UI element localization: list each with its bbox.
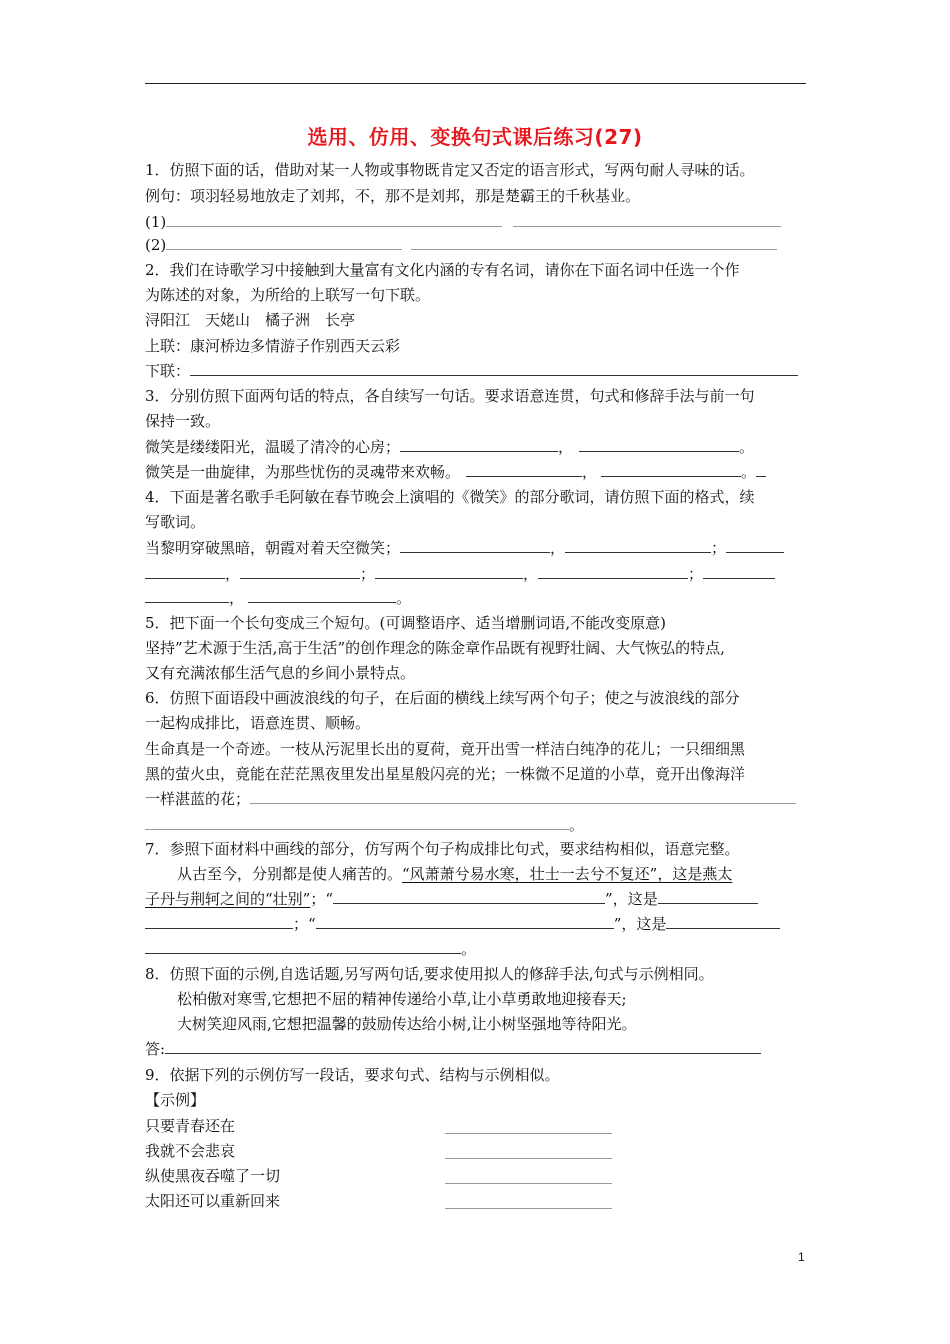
- q1-answer-2-label: (2): [145, 236, 167, 254]
- answer-blank[interactable]: [579, 435, 739, 452]
- answer-blank[interactable]: [165, 1037, 761, 1054]
- q6-answer-line: [145, 813, 807, 837]
- answer-blank[interactable]: [190, 359, 798, 376]
- answer-blank[interactable]: [145, 562, 225, 579]
- q8-prompt: 8．仿照下面的示例,自选话题,另写两句话,要求使用拟人的修辞手法,句式与示例相同。: [145, 965, 714, 983]
- comma: ，: [582, 463, 598, 481]
- q4-lyric-line-3: [145, 586, 807, 610]
- q8-example-1: 松柏傲对寒雪,它想把不屈的精神传递给小草,让小草勇敢地迎接春天;: [177, 990, 627, 1008]
- semicolon: ；: [360, 565, 376, 583]
- q4-lyric-line-2: [145, 562, 807, 586]
- q2-lower-couplet: [145, 359, 807, 383]
- q7-underlined-example-2: 子丹与荆轲之间的“壮别”: [145, 890, 311, 908]
- answer-blank[interactable]: [145, 813, 569, 830]
- comma: ，: [558, 438, 574, 456]
- q6-body-3: [145, 787, 807, 811]
- q1-prompt: 1．仿照下面的话，借助对某一人物或事物既肯定又否定的语言形式，写两句耐人寻味的话。: [145, 161, 755, 179]
- q3-sentence-2: [145, 460, 807, 484]
- answer-blank[interactable]: [145, 937, 461, 954]
- answer-blank[interactable]: [333, 887, 605, 904]
- q2-prompt-1: 2．我们在诗歌学习中接触到大量富有文化内涵的专有名词，请你在下面名词中任选一个作: [145, 261, 740, 279]
- close-quote-this-is: ”，这是: [613, 915, 667, 933]
- answer-blank[interactable]: [248, 586, 396, 603]
- semicolon: ；: [711, 539, 727, 557]
- q9-prompt: 9．依据下列的示例仿写一段话，要求句式、结构与示例相似。: [145, 1066, 560, 1084]
- q7-body-3: [145, 912, 807, 936]
- page-title: 选用、仿用、变换句式课后练习(27): [307, 125, 643, 149]
- semicolon: ；: [293, 915, 309, 933]
- q6-body-1: 生命真是一个奇迹。一枝从污泥里长出的夏荷，竟开出雪一样洁白纯净的花儿；一只细细黑: [145, 740, 746, 758]
- answer-blank[interactable]: [756, 460, 766, 477]
- q7-body-2: [145, 887, 807, 911]
- answer-blank[interactable]: [565, 536, 711, 553]
- q9-example-line: 我就不会悲哀: [145, 1142, 236, 1160]
- header-rule: [145, 83, 806, 84]
- q9-example-line: 只要青春还在: [145, 1117, 236, 1135]
- q5-body-2: 又有充满浓郁生活气息的乡间小景特点。: [145, 664, 416, 682]
- answer-blank[interactable]: [316, 912, 614, 929]
- q3-sentence-1: [145, 435, 807, 459]
- open-quote: “: [325, 890, 334, 908]
- answer-blank[interactable]: [466, 460, 582, 477]
- comma: ，: [550, 539, 566, 557]
- q3-sentence-1-text: 微笑是缕缕阳光，温暖了清冷的心房；: [145, 438, 401, 456]
- q4-prompt-1: 4．下面是著名歌手毛阿敏在春节晚会上演唱的《微笑》的部分歌词，请仿照下面的格式，续: [145, 488, 755, 506]
- q9-answer-blank[interactable]: [445, 1192, 612, 1209]
- answer-blank[interactable]: [145, 586, 229, 603]
- q2-lower-label: 下联：: [145, 362, 191, 380]
- open-quote: “: [308, 915, 316, 933]
- q1-answer-1: [145, 210, 807, 234]
- q9-example-line: 纵使黑夜吞噬了一切: [145, 1167, 281, 1185]
- q8-example-2: 大树笑迎风雨,它想把温馨的鼓励传达给小树,让小树坚强地等待阳光。: [177, 1015, 637, 1033]
- answer-blank[interactable]: [538, 562, 688, 579]
- close-quote-this-is: ”，这是: [605, 890, 658, 908]
- q7-body-4: [145, 937, 807, 961]
- period: 。: [569, 816, 585, 834]
- semicolon: ；: [310, 890, 326, 908]
- q4-lyric: 当黎明穿破黑暗，朝霞对着天空微笑；: [145, 539, 401, 557]
- q5-body-1: 坚持”艺术源于生活,高于生活”的创作理念的陈金章作品既有视野壮阔、大气恢弘的特点,: [145, 639, 725, 657]
- answer-blank[interactable]: [400, 435, 558, 452]
- q9-answer-blank[interactable]: [445, 1142, 612, 1159]
- q8-answer-label: 答:: [145, 1040, 166, 1058]
- answer-blank[interactable]: [240, 562, 360, 579]
- q7-body-text: 从古至今，分别都是使人痛苦的。: [177, 865, 403, 883]
- q4-lyric-line-1: [145, 536, 807, 560]
- period: 。: [396, 589, 412, 607]
- q6-prompt-2: 一起构成排比，语意连贯、顺畅。: [145, 714, 371, 732]
- q3-sentence-2-text: 微笑是一曲旋律，为那些忧伤的灵魂带来欢畅。: [145, 463, 461, 481]
- answer-blank[interactable]: [726, 536, 784, 553]
- q9-answer-blank[interactable]: [445, 1117, 612, 1134]
- q6-body-2: 黑的萤火虫，竟能在茫茫黑夜里发出星星般闪亮的光；一株微不足道的小草，竟开出像海洋: [145, 765, 746, 783]
- answer-blank[interactable]: [658, 887, 758, 904]
- answer-blank[interactable]: [250, 787, 796, 804]
- answer-blank[interactable]: [411, 233, 777, 250]
- answer-blank[interactable]: [400, 536, 550, 553]
- period: 。: [461, 940, 477, 958]
- answer-blank[interactable]: [703, 562, 775, 579]
- comma: ，: [225, 565, 241, 583]
- q8-answer: [145, 1037, 807, 1061]
- q2-word-list: 浔阳江 天姥山 橘子洲 长亭: [145, 311, 356, 329]
- answer-blank[interactable]: [601, 460, 741, 477]
- answer-blank[interactable]: [145, 912, 293, 929]
- comma: ，: [229, 589, 245, 607]
- answer-blank[interactable]: [166, 233, 402, 250]
- q7-body-1: [145, 862, 807, 886]
- q9-example-label: 【示例】: [145, 1091, 206, 1109]
- q5-prompt: 5．把下面一个长句变成三个短句。(可调整语序、适当增删词语,不能改变原意): [145, 614, 667, 632]
- q7-underlined-example: “风萧萧兮易水寒，壮士一去兮不复还”，这是燕太: [402, 865, 733, 883]
- q6-body-3-text: 一样湛蓝的花；: [145, 790, 251, 808]
- q6-prompt-1: 6．仿照下面语段中画波浪线的句子，在后面的横线上续写两个句子；使之与波浪线的部分: [145, 689, 740, 707]
- q3-prompt-1: 3．分别仿照下面两句话的特点，各自续写一句话。要求语意连贯，句式和修辞手法与前一句: [145, 387, 755, 405]
- q1-example: 例句：项羽轻易地放走了刘邦，不，那不是刘邦，那是楚霸王的千秋基业。: [145, 187, 641, 205]
- semicolon: ；: [688, 565, 704, 583]
- answer-blank[interactable]: [166, 210, 502, 227]
- q1-answer-2: [145, 233, 807, 257]
- q9-answer-blank[interactable]: [445, 1167, 612, 1184]
- q3-prompt-2: 保持一致。: [145, 412, 221, 430]
- period: 。: [739, 438, 755, 456]
- q2-prompt-2: 为陈述的对象，为所给的上联写一句下联。: [145, 286, 431, 304]
- answer-blank[interactable]: [666, 912, 780, 929]
- q2-upper-couplet: 上联：康河桥边多情游子作别西天云彩: [145, 337, 401, 355]
- comma: ，: [523, 565, 539, 583]
- q9-example-line: 太阳还可以重新回来: [145, 1192, 281, 1210]
- page-number: 1: [798, 1250, 805, 1264]
- q7-prompt: 7．参照下面材料中画线的部分，仿写两个句子构成排比句式，要求结构相似，语意完整。: [145, 840, 740, 858]
- answer-blank[interactable]: [513, 210, 781, 227]
- q4-prompt-2: 写歌词。: [145, 513, 206, 531]
- q1-answer-1-label: (1): [145, 213, 167, 231]
- period: 。: [741, 463, 757, 481]
- answer-blank[interactable]: [375, 562, 523, 579]
